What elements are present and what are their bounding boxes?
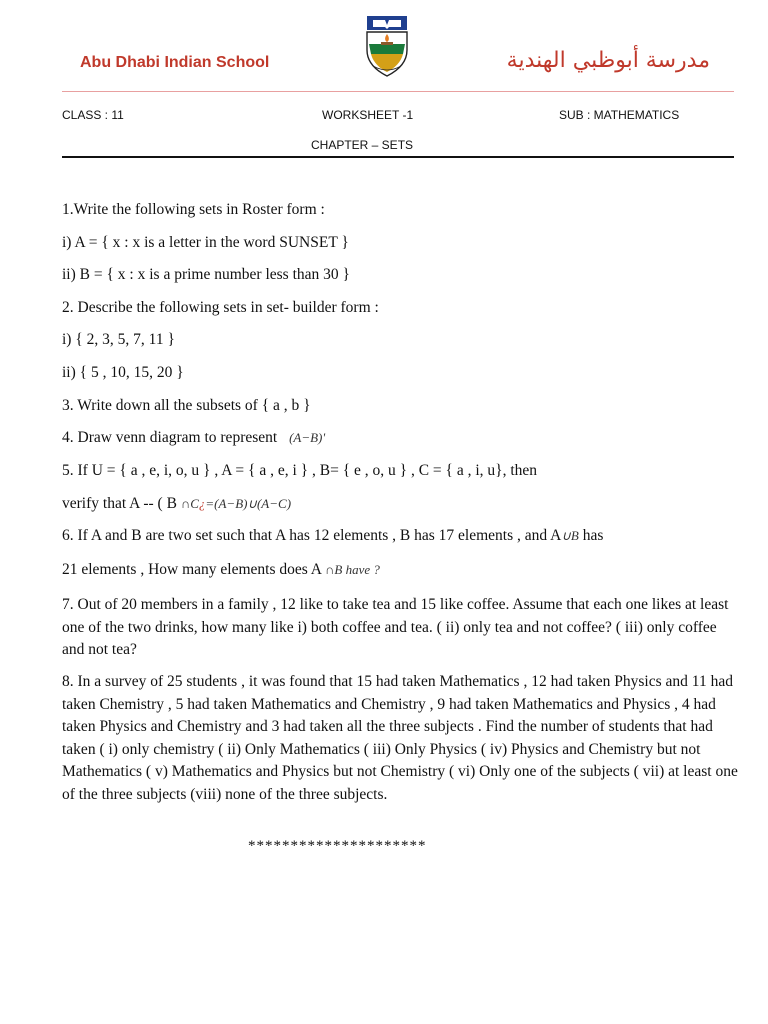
question-2-part-i: i) { 2, 3, 5, 7, 11 } (62, 331, 175, 348)
question-4 (62, 429, 325, 447)
question-6-line-2 (62, 561, 380, 579)
question-4-text: 4. Draw venn diagram to represent (62, 429, 282, 446)
question-7: 7. Out of 20 members in a family , 12 like to take tea and 15 like coffee. Assume that each one likes at least one of the two drinks, how many like i) both coffee and tea. ( ii) only tea and not coffee? ( iii) only coffee and not tea? (62, 596, 729, 658)
question-5-expression-b: ¿ (198, 496, 206, 511)
question-5-line-1: 5. If U = { a , e, i, o, u } , A = { a , e, i } , B= { e , o, u } , C = { a , i, u}, then (62, 462, 538, 479)
school-name-english: Abu Dhabi Indian School (80, 54, 270, 71)
question-5-text: verify that A -- ( B (62, 495, 181, 512)
question-6-has: has (578, 527, 604, 544)
question-2-part-ii: ii) { 5 , 10, 15, 20 } (62, 364, 184, 381)
chapter-label: CHAPTER – SETS (311, 138, 414, 152)
worksheet-label: WORKSHEET -1 (322, 108, 414, 122)
question-2: 2. Describe the following sets in set- builder form : (62, 299, 379, 316)
question-1: 1.Write the following sets in Roster form : (62, 201, 325, 218)
school-name-arabic: مدرسة أبوظبي الهندية (506, 48, 710, 73)
question-6-text: 6. If A and B are two set such that A has 12 elements , B has 17 elements , and A (62, 527, 562, 544)
header-divider-red (62, 91, 734, 92)
subject-label: SUB : MATHEMATICS (559, 108, 680, 122)
question-5-expression-a: ∩C (180, 496, 199, 511)
question-6-text-2: 21 elements , How many elements does A (62, 561, 326, 578)
school-crest-logo (365, 14, 409, 78)
question-5-expression-c: =(A−B)∪(A−C) (205, 496, 292, 511)
question-6-union: ∪B (561, 528, 579, 543)
class-label: CLASS : 11 (62, 108, 124, 122)
question-1-part-i: i) A = { x : x is a letter in the word SUNSET } (62, 234, 349, 251)
question-6-intersection: ∩B have ? (325, 562, 380, 577)
question-5-line-2 (62, 495, 291, 513)
header-rule (62, 156, 734, 158)
question-8: 8. In a survey of 25 students , it was found that 15 had taken Mathematics , 12 had taken Physics and 11 had taken Chemistry , 5 had taken Mathematics and Chemistry , 9 had taken Mathematics and Physics , 4 had taken Physics and Chemistry and 3 had taken all the three subjects . Find the number of students that had taken ( i) only chemistry ( ii) Only Mathematics ( iii) Only Physics ( iv) Physics and Chemistry but not Mathematics ( v) Mathematics and Physics but not Chemistry ( vi) Only one of the subjects ( vii) at least one of the three subjects (viii) none of the three subjects. (62, 673, 738, 803)
footer-stars: ********************* (248, 838, 427, 854)
question-4-expression: (A−B)' (289, 430, 326, 445)
question-3: 3. Write down all the subsets of { a , b } (62, 397, 311, 414)
question-6-line-1 (62, 527, 603, 545)
question-1-part-ii: ii) B = { x : x is a prime number less than 30 } (62, 266, 350, 283)
